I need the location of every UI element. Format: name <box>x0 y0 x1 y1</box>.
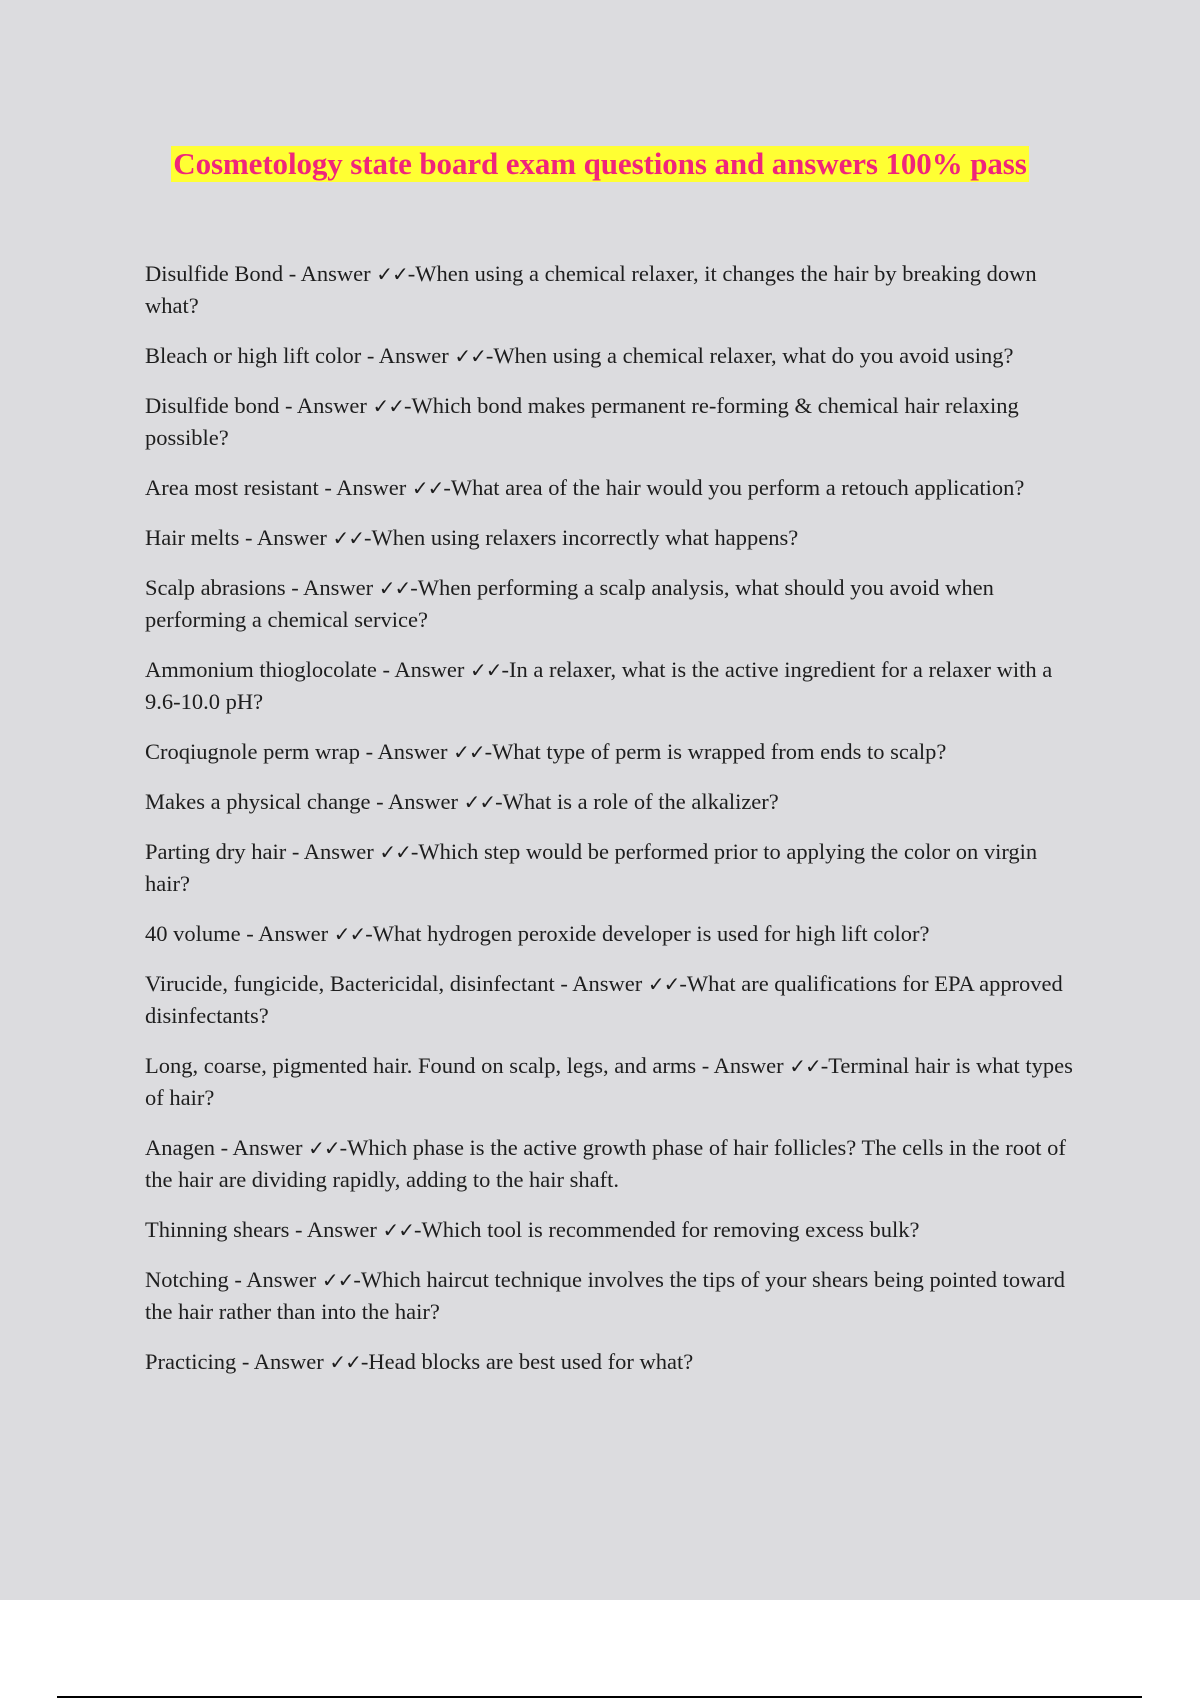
qa-question: -What area of the hair would you perform a retouch application? <box>443 475 1025 500</box>
qa-answer: Ammonium thioglocolate - <box>145 657 395 682</box>
qa-item <box>145 1346 1085 1378</box>
double-check-icon: ✓✓ <box>454 344 486 368</box>
footer-divider <box>57 1696 1142 1698</box>
qa-answer: Croqiugnole perm wrap - <box>145 739 378 764</box>
qa-question: -What type of perm is wrapped from ends to scalp? <box>484 739 947 764</box>
double-check-icon: ✓✓ <box>469 658 502 682</box>
qa-item <box>145 786 1085 818</box>
qa-answer-label: Answer <box>306 1217 383 1242</box>
qa-answer-label: Answer <box>296 393 373 418</box>
qa-question: -Which tool is recommended for removing excess bulk? <box>413 1217 920 1242</box>
qa-question: -Head blocks are best used for what? <box>360 1349 694 1374</box>
qa-question: -What are qualifications for EPA approved disinfectants? <box>145 971 1063 1028</box>
title-container <box>0 146 1200 182</box>
qa-answer: Notching - <box>145 1267 247 1292</box>
qa-answer: Anagen - <box>145 1135 233 1160</box>
qa-item <box>145 472 1085 504</box>
double-check-icon: ✓✓ <box>329 1350 361 1374</box>
qa-answer-label: Answer <box>336 475 412 500</box>
qa-answer-label: Answer <box>394 657 470 682</box>
double-check-icon: ✓✓ <box>463 790 496 814</box>
qa-answer-label: Answer <box>303 575 379 600</box>
qa-question: -Which haircut technique involves the tips of your shears being pointed toward the hair rather than into the hair? <box>145 1267 1066 1324</box>
double-check-icon: ✓✓ <box>379 840 411 864</box>
qa-question: -When using relaxers incorrectly what happens? <box>363 525 799 550</box>
qa-question: -What hydrogen peroxide developer is used for high lift color? <box>365 921 930 946</box>
double-check-icon: ✓✓ <box>453 740 485 764</box>
qa-answer: Long, coarse, pigmented hair. Found on scalp, legs, and arms - <box>145 1053 714 1078</box>
qa-answer: Practicing - <box>145 1349 254 1374</box>
qa-answer-label: Answer <box>713 1053 790 1078</box>
double-check-icon: ✓✓ <box>332 526 364 550</box>
qa-answer-label: Answer <box>377 739 454 764</box>
qa-answer-label: Answer <box>303 839 380 864</box>
qa-answer: Hair melts - <box>145 525 257 550</box>
qa-item <box>145 390 1085 454</box>
qa-question: -When using a chemical relaxer, what do you avoid using? <box>485 343 1014 368</box>
double-check-icon: ✓✓ <box>789 1054 821 1078</box>
double-check-icon: ✓✓ <box>376 262 408 286</box>
qa-answer: Makes a physical change - <box>145 789 389 814</box>
qa-item <box>145 836 1085 900</box>
page-footer <box>0 1600 1200 1700</box>
qa-answer-label: Answer <box>258 921 334 946</box>
qa-answer: Parting dry hair - <box>145 839 304 864</box>
qa-item <box>145 654 1085 718</box>
qa-question: -When using a chemical relaxer, it changes the hair by breaking down what? <box>145 261 1037 318</box>
qa-answer-label: Answer <box>300 261 377 286</box>
qa-item <box>145 1214 1085 1246</box>
qa-question: -Which bond makes permanent re-forming & chemical hair relaxing possible? <box>145 393 1019 450</box>
document-title: Cosmetology state board exam questions and answers 100% pass <box>173 146 1027 181</box>
qa-answer-label: Answer <box>256 525 333 550</box>
qa-item <box>145 522 1085 554</box>
qa-answer-label: Answer <box>253 1349 330 1374</box>
qa-answer: Disulfide Bond - <box>145 261 301 286</box>
qa-answer-label: Answer <box>378 343 455 368</box>
qa-item <box>145 258 1085 322</box>
double-check-icon: ✓✓ <box>411 476 444 500</box>
qa-list <box>145 258 1085 1396</box>
qa-question: -What is a role of the alkalizer? <box>495 789 779 814</box>
qa-item <box>145 1132 1085 1196</box>
qa-answer-label: Answer <box>388 789 464 814</box>
qa-question: -Terminal hair is what types of hair? <box>145 1053 1073 1110</box>
double-check-icon: ✓✓ <box>378 576 411 600</box>
double-check-icon: ✓✓ <box>333 922 366 946</box>
qa-answer: Virucide, fungicide, Bactericidal, disinfectant - <box>145 971 573 996</box>
qa-item <box>145 340 1085 372</box>
qa-question: -Which step would be performed prior to applying the color on virgin hair? <box>145 839 1038 896</box>
qa-item <box>145 572 1085 636</box>
double-check-icon: ✓✓ <box>382 1218 414 1242</box>
qa-item <box>145 1050 1085 1114</box>
qa-answer: 40 volume - <box>145 921 259 946</box>
double-check-icon: ✓✓ <box>308 1136 340 1160</box>
double-check-icon: ✓✓ <box>321 1268 354 1292</box>
qa-item <box>145 1264 1085 1328</box>
double-check-icon: ✓✓ <box>372 394 404 418</box>
qa-item <box>145 968 1085 1032</box>
qa-answer-label: Answer <box>232 1135 309 1160</box>
qa-answer: Disulfide bond - <box>145 393 297 418</box>
qa-item <box>145 736 1085 768</box>
qa-answer-label: Answer <box>246 1267 322 1292</box>
qa-answer-label: Answer <box>572 971 648 996</box>
qa-answer: Thinning shears - <box>145 1217 307 1242</box>
qa-answer: Area most resistant - <box>145 475 337 500</box>
qa-answer: Scalp abrasions - <box>145 575 304 600</box>
qa-question: -Which phase is the active growth phase of hair follicles? The cells in the root of the hair are dividing rapidly, adding to the hair shaft. <box>145 1135 1066 1192</box>
qa-question: -In a relaxer, what is the active ingredient for a relaxer with a 9.6-10.0 pH? <box>145 657 1053 714</box>
qa-question: -When performing a scalp analysis, what should you avoid when performing a chemical service? <box>145 575 994 632</box>
qa-item <box>145 918 1085 950</box>
qa-answer: Bleach or high lift color - <box>145 343 379 368</box>
double-check-icon: ✓✓ <box>647 972 680 996</box>
